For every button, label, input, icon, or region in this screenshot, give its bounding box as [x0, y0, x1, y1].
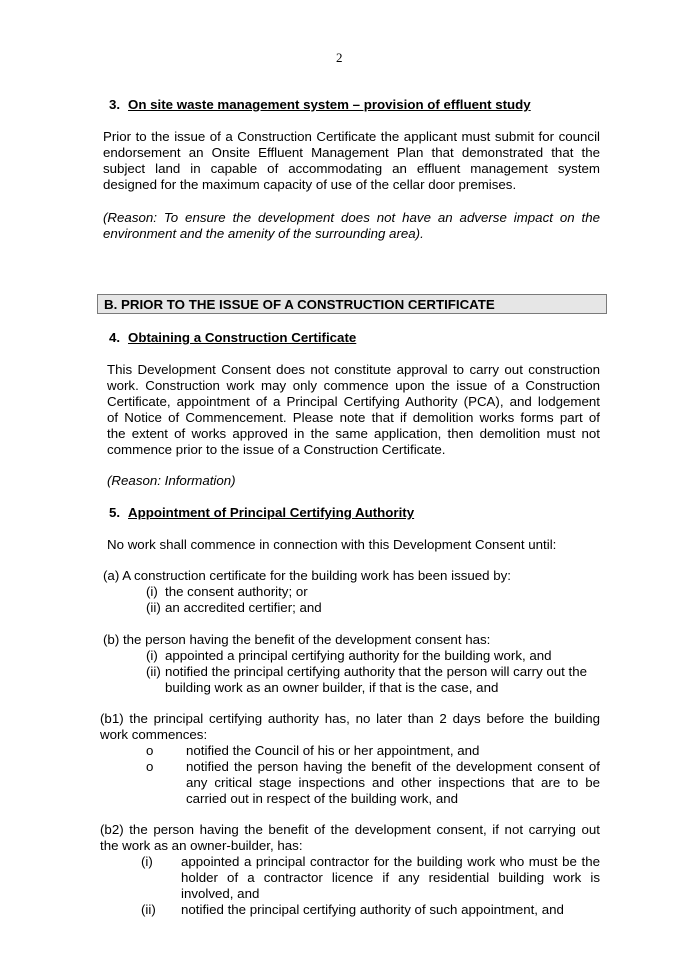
- item3-body-line: Prior to the issue of a Construction Certificate the applicant must submit for council: [103, 129, 600, 144]
- list-item: an accredited certifier; and: [165, 600, 322, 615]
- item3-body-line: endorsement an Onsite Effluent Management Plan that demonstrated that the: [103, 145, 600, 160]
- item5-b2-text: the work as an owner-builder, has:: [100, 838, 303, 853]
- list-item: the consent authority; or: [165, 584, 308, 599]
- item3-body-line: subject land in capable of accommodating an effluent management system: [103, 161, 600, 176]
- list-marker: (i): [146, 648, 158, 663]
- list-marker: (i): [141, 854, 153, 869]
- section-b-title: B. PRIOR TO THE ISSUE OF A CONSTRUCTION CERTIFICATE: [104, 297, 495, 312]
- list-item-continuation: any critical stage inspections and other inspections that are to be: [186, 775, 600, 790]
- item5-a-text: (a) A construction certificate for the building work has been issued by:: [103, 568, 511, 583]
- bullet-marker: o: [146, 743, 154, 758]
- item5-b2-text: (b2) the person having the benefit of the development consent, if not carrying out: [100, 822, 600, 837]
- list-item: notified the principal certifying authority that the person will carry out the: [165, 664, 588, 679]
- list-marker: (i): [146, 584, 158, 599]
- list-item-continuation: carried out in respect of the building work, and: [186, 791, 459, 806]
- item4-heading: Obtaining a Construction Certificate: [128, 330, 357, 345]
- page-number: 2: [336, 50, 343, 65]
- list-item: notified the person having the benefit of the development consent of: [186, 759, 600, 774]
- item3-reason-line: environment and the amenity of the surrounding area).: [103, 226, 424, 241]
- item5-intro: No work shall commence in connection with this Development Consent until:: [107, 537, 557, 552]
- list-marker: (ii): [146, 664, 161, 679]
- item3-body-line: designed for the maximum capacity of use of the cellar door premises.: [103, 177, 517, 192]
- list-marker: (ii): [146, 600, 161, 615]
- item5-b-text: (b) the person having the benefit of the development consent has:: [103, 632, 491, 647]
- item4-reason: (Reason: Information): [107, 473, 236, 488]
- list-item: notified the Council of his or her appointment, and: [186, 743, 480, 758]
- item4-body-line: work. Construction work may only commence upon the issue of a Construction: [107, 378, 600, 393]
- list-item-continuation: holder of a contractor licence if any residential building work is: [181, 870, 600, 885]
- item5-heading: Appointment of Principal Certifying Authority: [128, 505, 415, 520]
- item5-number: 5.: [109, 505, 121, 520]
- item3-heading: On site waste management system – provision of effluent study: [128, 97, 531, 112]
- item4-number: 4.: [109, 330, 121, 345]
- item4-body-line: Certificate, appointment of a Principal Certifying Authority (PCA), and lodgement: [107, 394, 600, 409]
- item5-b1-text: (b1) the principal certifying authority has, no later than 2 days before the building: [100, 711, 600, 726]
- section-b-header: [97, 294, 607, 314]
- item4-body-line: the extent of works approved in the same application, then demolition must not: [107, 426, 600, 441]
- item3-number: 3.: [109, 97, 121, 112]
- list-item: appointed a principal contractor for the building work who must be the: [181, 854, 600, 869]
- list-marker: (ii): [141, 902, 156, 917]
- list-item-continuation: building work as an owner builder, if that is the case, and: [165, 680, 499, 695]
- item3-reason-line: (Reason: To ensure the development does not have an adverse impact on the: [103, 210, 600, 225]
- item4-body-line: commence prior to the issue of a Construction Certificate.: [107, 442, 446, 457]
- bullet-marker: o: [146, 759, 154, 774]
- list-item: appointed a principal certifying authority for the building work, and: [165, 648, 552, 663]
- list-item-continuation: involved, and: [181, 886, 260, 901]
- item4-body-line: This Development Consent does not constitute approval to carry out construction: [107, 362, 600, 377]
- item4-body-line: of Notice of Commencement. Please note that if demolition works forms part of: [107, 410, 600, 425]
- item5-b1-text: work commences:: [100, 727, 208, 742]
- list-item: notified the principal certifying authority of such appointment, and: [181, 902, 564, 917]
